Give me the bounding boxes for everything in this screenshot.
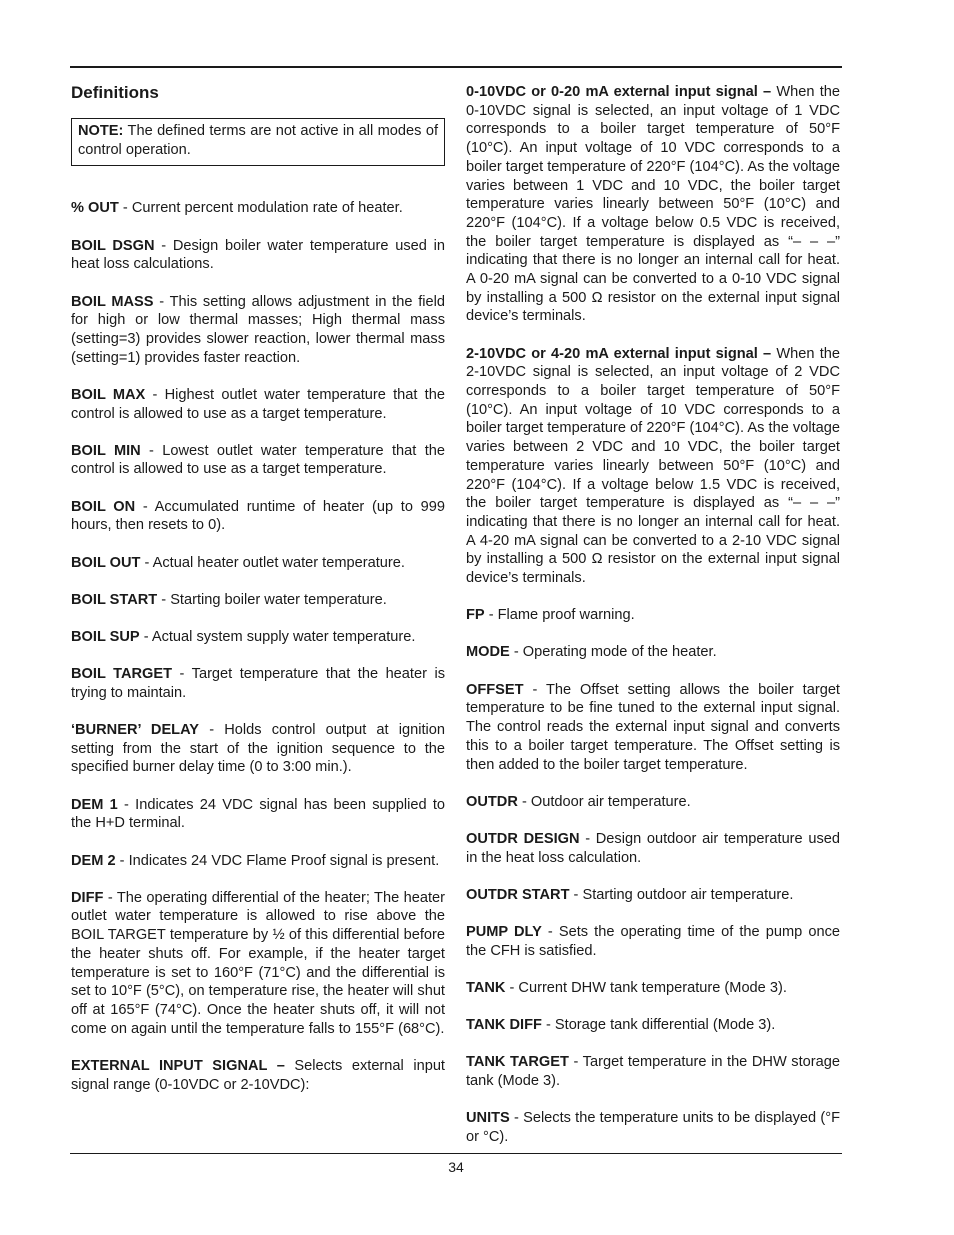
definition-text: Selects external input signal range (0-10VDC or 2-10VDC):: [71, 1057, 445, 1093]
definition-item: [466, 606, 840, 625]
definition-text: - Starting boiler water temperature.: [157, 591, 387, 608]
definition-text: - This setting allows adjustment in the field for high or low thermal masses; High thermal mass (setting=3) provides slower reaction, lower thermal mass (setting=1) provides faster reaction.: [71, 293, 445, 366]
top-rule: [70, 66, 842, 68]
definition-text: - Indicates 24 VDC signal has been supplied to the H+D terminal.: [71, 796, 445, 832]
section-title: Definitions: [71, 83, 159, 102]
definition-term: TANK DIFF: [466, 1017, 542, 1034]
definition-item: [71, 721, 445, 777]
definition-text: - Outdoor air temperature.: [517, 793, 691, 810]
page-number: 34: [448, 1159, 464, 1175]
definition-item: [71, 665, 445, 702]
definition-text: - Accumulated runtime of heater (up to 999 hours, then resets to 0).: [71, 498, 445, 534]
definition-term: DIFF: [71, 889, 104, 906]
definition-term: BOIL MIN: [71, 442, 141, 459]
note-box: [71, 118, 445, 166]
definition-item: [71, 199, 445, 218]
definition-item: [71, 591, 445, 610]
definition-item: [466, 1016, 840, 1035]
definition-term: PUMP DLY: [466, 924, 542, 941]
definition-term: ‘BURNER’ DELAY: [71, 722, 200, 739]
definition-text: - Design boiler water temperature used in heat loss calculations.: [71, 237, 445, 273]
right-definitions-list: [466, 83, 840, 1147]
definition-text: - Highest outlet water temperature that the control is allowed to use as a target temperature.: [71, 386, 445, 422]
definition-text: - Starting outdoor air temperature.: [569, 886, 794, 903]
note-text: The defined terms are not active in all modes of control operation.: [78, 123, 438, 158]
definition-item: [466, 1053, 840, 1090]
definition-text: - The operating differential of the heater; The heater outlet water temperature is allowed to rise above the BOIL TARGET temperature by ½ of this differential before the heater shuts off. For example, if the heater target temperature is set to 160°F (71°C) and the differential is set to 10°F (5°C), on temperature rise, the heater will shut off at 165°F (74°C). Once the heater shuts off, it will not come on again until the temperature falls to 155°F (68°C).: [71, 889, 445, 1037]
definition-text: - Operating mode of the heater.: [509, 644, 717, 661]
definition-term: FP: [466, 607, 485, 624]
definition-item: [466, 345, 840, 588]
definition-term: UNITS: [466, 1110, 510, 1127]
definition-item: [71, 889, 445, 1039]
definition-term: OUTDR: [466, 793, 518, 810]
definition-item: [71, 237, 445, 274]
definition-term: % OUT: [71, 200, 119, 217]
definition-item: [71, 1057, 445, 1094]
definition-item: [466, 979, 840, 998]
definition-item: [71, 628, 445, 647]
definition-term: BOIL ON: [71, 498, 136, 515]
definition-text: - Actual system supply water temperature.: [139, 628, 416, 645]
definition-term: OUTDR DESIGN: [466, 830, 580, 847]
definition-term: BOIL TARGET: [71, 666, 173, 683]
definition-term: BOIL OUT: [71, 554, 141, 571]
definition-text: - Current percent modulation rate of heater.: [118, 200, 403, 217]
definition-text: When the 0-10VDC signal is selected, an input voltage of 1 VDC corresponds to a boiler target temperature of 50°F (10°C). An input voltage of 10 VDC corresponds to a boiler target temperature of 220°F (104°C). As the voltage varies between 1 VDC and 10 VDC, the boiler target temperature varies linearly between 50°F (10°C) and 220°F (104°C). If a voltage below 0.5 VDC is received, the boiler target temperature is displayed as “– – –” indicating that there is no longer an internal call for heat. A 0-20 mA signal can be converted to a 0-10 VDC signal by installing a 500 Ω resistor on the external input signal device’s terminals.: [466, 84, 840, 325]
definition-term: EXTERNAL INPUT SIGNAL –: [71, 1057, 285, 1074]
definition-term: 0-10VDC or 0-20 mA external input signal –: [466, 84, 772, 100]
definition-item: [466, 886, 840, 905]
definition-item: [466, 643, 840, 662]
definition-term: BOIL MASS: [71, 293, 154, 310]
definition-item: [71, 498, 445, 535]
definition-item: [466, 83, 840, 326]
definition-text: - Holds control output at ignition setting from the start of the ignition sequence to the specified burner delay time (0 to 3:00 min.).: [71, 722, 445, 776]
definition-item: [466, 681, 840, 775]
definition-item: [466, 1109, 840, 1146]
definition-text: - Selects the temperature units to be displayed (°F or °C).: [466, 1110, 840, 1145]
definition-text: - Lowest outlet water temperature that the control is allowed to use as a target temperature.: [71, 442, 445, 478]
definition-item: [466, 923, 840, 960]
definition-term: BOIL SUP: [71, 628, 140, 645]
definition-term: DEM 1: [71, 796, 118, 813]
definition-text: - Indicates 24 VDC Flame Proof signal is present.: [115, 852, 440, 869]
definition-text: - Current DHW tank temperature (Mode 3).: [505, 979, 787, 996]
definition-text: - Target temperature that the heater is trying to maintain.: [71, 666, 446, 701]
definition-term: BOIL MAX: [71, 386, 146, 403]
left-column: [71, 83, 445, 1113]
definition-term: BOIL START: [71, 591, 158, 608]
definition-text: - Target temperature in the DHW storage tank (Mode 3).: [466, 1054, 840, 1090]
bottom-rule: [70, 1153, 842, 1154]
right-column: [466, 83, 840, 1165]
definition-text: - Design outdoor air temperature used in the heat loss calculation.: [466, 830, 840, 866]
definition-term: BOIL DSGN: [71, 237, 155, 254]
definition-item: [71, 386, 445, 423]
definition-text: - Sets the operating time of the pump once the CFH is satisfied.: [466, 924, 840, 959]
definition-item: [71, 293, 445, 368]
left-definitions-list: [71, 199, 445, 1094]
definition-text: - Storage tank differential (Mode 3).: [541, 1017, 776, 1034]
definition-item: [71, 852, 445, 871]
definition-item: [71, 796, 445, 833]
definition-term: OUTDR START: [466, 886, 570, 903]
definition-item: [71, 554, 445, 573]
definition-item: [71, 442, 445, 479]
definition-term: 2-10VDC or 4-20 mA external input signal –: [466, 345, 772, 362]
definition-term: TANK TARGET: [466, 1054, 569, 1071]
definition-term: TANK: [466, 979, 506, 996]
definition-text: - Flame proof warning.: [484, 607, 635, 624]
definition-text: - Actual heater outlet water temperature.: [140, 554, 405, 571]
note-label: NOTE:: [78, 123, 124, 139]
definition-text: - The Offset setting allows the boiler target temperature to be fine tuned to the external input signal. The control reads the external input signal and converts this to a boiler target temperature. The Offset setting is then added to the boiler target temperature.: [466, 681, 840, 773]
definition-term: DEM 2: [71, 852, 116, 869]
definition-item: [466, 793, 840, 812]
definition-text: When the 2-10VDC signal is selected, an input voltage of 2 VDC corresponds to a boiler target temperature of 50°F (10°C). An input voltage of 10 VDC corresponds to a boiler target temperature of 220°F (104°C). As the voltage varies between 2 VDC and 10 VDC, the boiler target temperature varies linearly between 50°F (10°C) and 220°F (104°C). If a voltage below 1.5 VDC is received, the boiler target temperature is displayed as “– – –” indicating that there is no longer an internal call for heat. A 4-20 mA signal can be converted to a 2-10 VDC signal by installing a 500 Ω resistor on the external input signal device’s terminals.: [466, 345, 840, 587]
definition-term: MODE: [466, 644, 510, 661]
definition-term: OFFSET: [466, 681, 524, 698]
definition-item: [466, 830, 840, 867]
